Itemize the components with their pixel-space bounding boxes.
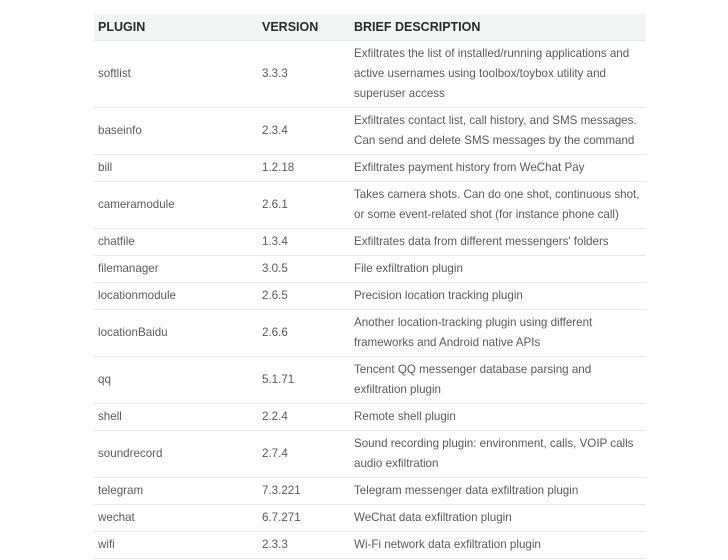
plugin-version-cell: 1.3.4 [258, 229, 350, 256]
plugin-description-cell: Telegram messenger data exfiltration plugin [350, 478, 646, 505]
table-row [94, 505, 646, 532]
plugin-version-cell: 2.3.4 [258, 108, 350, 155]
plugin-version-cell: 2.6.5 [258, 283, 350, 310]
table-row [94, 532, 646, 559]
table-row [94, 478, 646, 505]
table-row [94, 108, 646, 155]
plugin-name-cell: bill [94, 155, 258, 182]
header-description: BRIEF DESCRIPTION [350, 14, 646, 41]
table-header-row [94, 14, 646, 41]
plugin-version-cell: 2.7.4 [258, 431, 350, 478]
plugin-name-cell: locationBaidu [94, 310, 258, 357]
plugin-version-cell: 2.2.4 [258, 404, 350, 431]
plugin-version-cell: 6.7.271 [258, 505, 350, 532]
table-row [94, 283, 646, 310]
plugin-version-cell: 5.1.71 [258, 357, 350, 404]
plugin-name-cell: soundrecord [94, 431, 258, 478]
plugin-description-cell: Exfiltrates data from different messengers' folders [350, 229, 646, 256]
plugin-description-cell: Sound recording plugin: environment, calls, VOIP calls audio exfiltration [350, 431, 646, 478]
table-row [94, 182, 646, 229]
plugin-version-cell: 2.3.3 [258, 532, 350, 559]
plugin-description-cell: Exfiltrates the list of installed/running applications and active usernames using toolbox/toybox utility and superuser access [350, 41, 646, 108]
table-row [94, 41, 646, 108]
plugin-name-cell: filemanager [94, 256, 258, 283]
header-plugin: PLUGIN [94, 14, 258, 41]
plugin-version-cell: 1.2.18 [258, 155, 350, 182]
plugin-version-cell: 2.6.1 [258, 182, 350, 229]
plugin-table [94, 14, 646, 559]
table-row [94, 404, 646, 431]
plugin-description-cell: Another location-tracking plugin using different frameworks and Android native APIs [350, 310, 646, 357]
table-row [94, 155, 646, 182]
header-version: VERSION [258, 14, 350, 41]
plugin-name-cell: wechat [94, 505, 258, 532]
plugin-version-cell: 7.3.221 [258, 478, 350, 505]
plugin-description-cell: Precision location tracking plugin [350, 283, 646, 310]
plugin-version-cell: 3.3.3 [258, 41, 350, 108]
plugin-name-cell: baseinfo [94, 108, 258, 155]
plugin-name-cell: wifi [94, 532, 258, 559]
plugin-description-cell: File exfiltration plugin [350, 256, 646, 283]
plugin-name-cell: telegram [94, 478, 258, 505]
plugin-version-cell: 2.6.6 [258, 310, 350, 357]
plugin-name-cell: qq [94, 357, 258, 404]
plugin-description-cell: Wi-Fi network data exfiltration plugin [350, 532, 646, 559]
table-row [94, 256, 646, 283]
plugin-name-cell: chatfile [94, 229, 258, 256]
plugin-name-cell: shell [94, 404, 258, 431]
plugin-description-cell: Takes camera shots. Can do one shot, continuous shot, or some event-related shot (for instance phone call) [350, 182, 646, 229]
plugin-name-cell: locationmodule [94, 283, 258, 310]
plugin-description-cell: Tencent QQ messenger database parsing and exfiltration plugin [350, 357, 646, 404]
plugin-name-cell: softlist [94, 41, 258, 108]
table-row [94, 310, 646, 357]
plugin-name-cell: cameramodule [94, 182, 258, 229]
plugin-description-cell: WeChat data exfiltration plugin [350, 505, 646, 532]
table-row [94, 431, 646, 478]
plugin-description-cell: Exfiltrates contact list, call history, and SMS messages. Can send and delete SMS messages by the command [350, 108, 646, 155]
plugin-version-cell: 3.0.5 [258, 256, 350, 283]
plugin-description-cell: Remote shell plugin [350, 404, 646, 431]
plugin-description-cell: Exfiltrates payment history from WeChat Pay [350, 155, 646, 182]
table-row [94, 229, 646, 256]
table-row [94, 357, 646, 404]
